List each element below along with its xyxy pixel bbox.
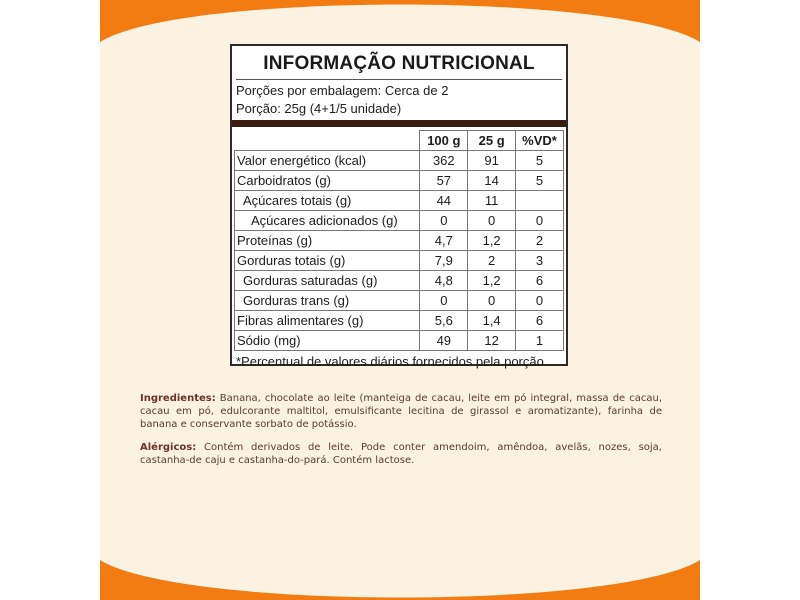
- row-value-25g: 14: [468, 171, 516, 191]
- table-row: [235, 291, 564, 311]
- header-25g: 25 g: [468, 131, 516, 151]
- row-value-vd: 5: [516, 151, 564, 171]
- allergens-text: Contém derivados de leite. Pode conter amendoim, amêndoa, avelãs, nozes, soja, castanha-de caju e castanha-do-pará. Contém lactose.: [140, 442, 662, 466]
- row-name: Gorduras trans (g): [235, 291, 420, 311]
- row-name: Proteínas (g): [235, 231, 420, 251]
- serving-size: Porção: 25g (4+1/5 unidade): [236, 101, 402, 116]
- row-name: Gorduras saturadas (g): [235, 271, 420, 291]
- title-divider: [236, 79, 562, 80]
- row-name: Fibras alimentares (g): [235, 311, 420, 331]
- row-value-vd: 0: [516, 291, 564, 311]
- row-value-100g: 4,7: [420, 231, 468, 251]
- header-100g: 100 g: [420, 131, 468, 151]
- row-name: Açúcares totais (g): [235, 191, 420, 211]
- table-row: [235, 331, 564, 351]
- row-name: Gorduras totais (g): [235, 251, 420, 271]
- nutrition-table: [234, 130, 564, 351]
- label-title: INFORMAÇÃO NUTRICIONAL: [263, 53, 535, 74]
- thick-divider: [232, 120, 566, 127]
- header-blank: [235, 131, 420, 151]
- table-row: [235, 231, 564, 251]
- row-value-100g: 44: [420, 191, 468, 211]
- row-value-100g: 0: [420, 291, 468, 311]
- row-value-25g: 1,2: [468, 271, 516, 291]
- table-header-row: [235, 131, 564, 151]
- table-row: [235, 251, 564, 271]
- table-row: [235, 271, 564, 291]
- row-value-100g: 362: [420, 151, 468, 171]
- label-footnote: *Percentual de valores diários fornecidos pela porção.: [236, 354, 548, 369]
- servings-per-package: Porções por embalagem: Cerca de 2: [236, 83, 449, 98]
- row-value-vd: 1: [516, 331, 564, 351]
- row-name: Açúcares adicionados (g): [235, 211, 420, 231]
- table-row: [235, 191, 564, 211]
- row-value-25g: 2: [468, 251, 516, 271]
- row-value-25g: 12: [468, 331, 516, 351]
- table-row: [235, 311, 564, 331]
- row-value-25g: 1,4: [468, 311, 516, 331]
- row-value-25g: 1,2: [468, 231, 516, 251]
- ingredients-text: Banana, chocolate ao leite (manteiga de cacau, leite em pó integral, massa de cacau, cacau em pó, edulcorante maltitol, emulsificante lecitina de girassol e aromatizante), farinha de banana e conservante sorbato de potássio.: [140, 393, 662, 430]
- row-value-100g: 4,8: [420, 271, 468, 291]
- allergens-label: Alérgicos:: [140, 442, 197, 453]
- ingredients-label: Ingredientes:: [140, 393, 216, 404]
- row-value-vd: 6: [516, 311, 564, 331]
- header-vd: %VD*: [516, 131, 564, 151]
- row-value-100g: 49: [420, 331, 468, 351]
- row-value-100g: 7,9: [420, 251, 468, 271]
- ingredients-block: [140, 392, 662, 431]
- row-value-vd: 5: [516, 171, 564, 191]
- table-row: [235, 171, 564, 191]
- nutrition-facts-label: [230, 44, 568, 369]
- row-value-vd: [516, 191, 564, 211]
- row-value-vd: 0: [516, 211, 564, 231]
- table-row: [235, 211, 564, 231]
- row-value-25g: 11: [468, 191, 516, 211]
- row-value-vd: 3: [516, 251, 564, 271]
- row-value-vd: 6: [516, 271, 564, 291]
- row-value-25g: 0: [468, 291, 516, 311]
- row-value-25g: 91: [468, 151, 516, 171]
- row-value-100g: 0: [420, 211, 468, 231]
- row-value-100g: 57: [420, 171, 468, 191]
- row-name: Carboidratos (g): [235, 171, 420, 191]
- allergens-block: [140, 441, 662, 467]
- table-row: [235, 151, 564, 171]
- row-name: Sódio (mg): [235, 331, 420, 351]
- row-value-100g: 5,6: [420, 311, 468, 331]
- row-name: Valor energético (kcal): [235, 151, 420, 171]
- row-value-25g: 0: [468, 211, 516, 231]
- row-value-vd: 2: [516, 231, 564, 251]
